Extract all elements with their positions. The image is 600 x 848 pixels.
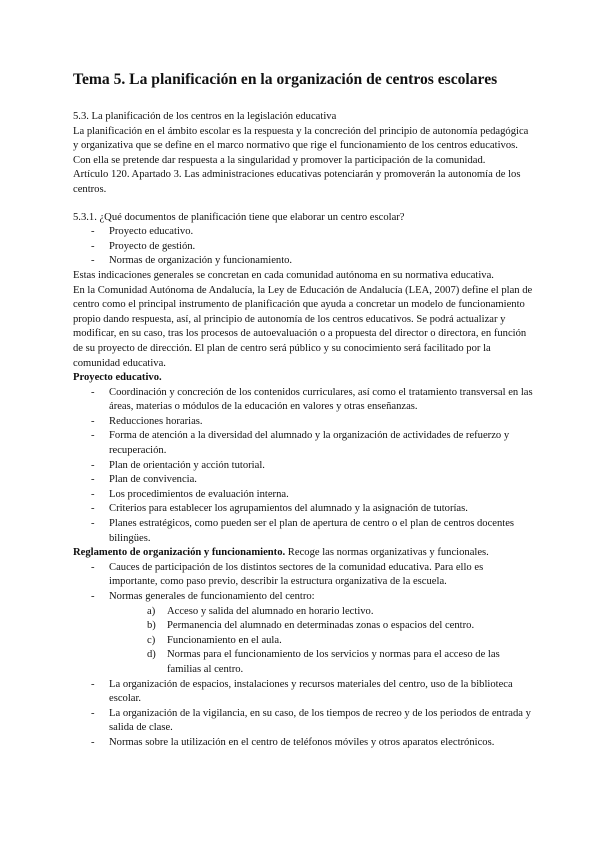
sub-list-text: Acceso y salida del alumnado en horario lectivo. xyxy=(167,605,374,617)
list-item: - Coordinación y concreción de los contenidos curriculares, así como el tratamiento transversal en las áreas, materias o módulos de la educación en valores y otras enseñanzas. xyxy=(73,386,533,415)
list-item: - Los procedimientos de evaluación interna. xyxy=(73,488,533,503)
list-item-normas xyxy=(73,590,533,678)
question-heading: 5.3.1. ¿Qué documentos de planificación tiene que elaborar un centro escolar? xyxy=(73,211,405,223)
list-item: - Planes estratégicos, como pueden ser el plan de apertura de centro o el plan de centros docentes bilingües. xyxy=(73,517,533,546)
reglamento-intro: Recoge las normas organizativas y funcionales. xyxy=(285,547,489,559)
sub-list-text: Permanencia del alumnado en determinadas zonas o espacios del centro. xyxy=(167,620,475,632)
list-item: - Forma de atención a la diversidad del alumnado y la organización de actividades de refuerzo y recuperación. xyxy=(73,429,533,458)
list-item: - Proyecto educativo. xyxy=(73,225,533,240)
sub-list-item xyxy=(109,605,533,620)
proyecto-heading xyxy=(73,371,533,386)
list-item: - Criterios para establecer los agrupamientos del alumnado y la asignación de tutorías. xyxy=(73,502,533,517)
list-item-text: Normas generales de funcionamiento del centro: xyxy=(109,591,315,602)
proyecto-heading-text: Proyecto educativo. xyxy=(73,372,162,384)
list-item: - La organización de espacios, instalaciones y recursos materiales del centro, uso de la biblioteca escolar. xyxy=(73,678,533,707)
reglamento-paragraph xyxy=(73,546,533,561)
concretion-paragraph: Estas indicaciones generales se concretan en cada comunidad autónoma en su normativa educativa. xyxy=(73,269,494,281)
list-item: - Reducciones horarias. xyxy=(73,415,533,430)
list-item: - Cauces de participación de los distintos sectores de la comunidad educativa. Para ello es importante, como paso previo, describir la estructura organizativa de la escuela. xyxy=(73,561,533,590)
article-paragraph: Artículo 120. Apartado 3. Las administraciones educativas potenciarán y promoverán la autonomía de los centros. xyxy=(73,169,521,195)
sub-list-marker: a) xyxy=(147,605,156,617)
sub-list-text: Funcionamiento en el aula. xyxy=(167,634,282,646)
list-item: - La organización de la vigilancia, en su caso, de los tiempos de recreo y de los periodos de entrada y salida de clase. xyxy=(73,707,533,736)
list-item: - Plan de orientación y acción tutorial. xyxy=(73,459,533,474)
sub-list-marker: d) xyxy=(147,649,156,661)
sub-list-text: Normas para el funcionamiento de los servicios y normas para el acceso de las familias al centro. xyxy=(167,649,500,675)
sub-list-item xyxy=(109,619,533,634)
document-page xyxy=(73,70,533,751)
reglamento-heading: Reglamento de organización y funcionamiento. xyxy=(73,547,286,559)
list-item: - Normas de organización y funcionamiento. xyxy=(73,254,533,269)
documents-list xyxy=(73,225,533,269)
list-item: - Normas sobre la utilización en el centro de teléfonos móviles y otros aparatos electrónicos. xyxy=(73,736,533,751)
sub-list-item xyxy=(109,634,533,649)
proyecto-list xyxy=(73,386,533,547)
sub-list-marker: c) xyxy=(147,634,156,646)
reglamento-list xyxy=(73,561,533,751)
list-item: - Plan de convivencia. xyxy=(73,473,533,488)
list-item: - Proyecto de gestión. xyxy=(73,240,533,255)
section-heading: 5.3. La planificación de los centros en la legislación educativa xyxy=(73,111,337,122)
spacer xyxy=(73,198,533,211)
andalucia-paragraph: En la Comunidad Autónoma de Andalucía, la Ley de Educación de Andalucía (LEA, 2007) define el plan de centro como el principal instrumento de planificación que ayuda a concretar un modelo de funcionamiento propio dando respuesta, así, al principio de autonomía de los centros educativos. Se podrá actualizar y modificar, en su caso, tras los procesos de autoevaluación o a propuesta del director o directora, en función de su proyecto de dirección. El plan de centro será público y su conocimiento será facilitado por la comunidad educativa. xyxy=(73,284,533,369)
intro-paragraph: La planificación en el ámbito escolar es la respuesta y la concreción del principio de autonomía pedagógica y organizativa que se define en el marco normativo que rige el funcionamiento de los centros educativos. Con ella se pretende dar respuesta a la singularidad y promover la participación de la comunidad. xyxy=(73,125,529,166)
page-title: Tema 5. La planificación en la organización de centros escolares xyxy=(73,71,498,88)
normas-sublist xyxy=(109,605,533,678)
sub-list-marker: b) xyxy=(147,620,156,632)
sub-list-item xyxy=(109,648,533,677)
